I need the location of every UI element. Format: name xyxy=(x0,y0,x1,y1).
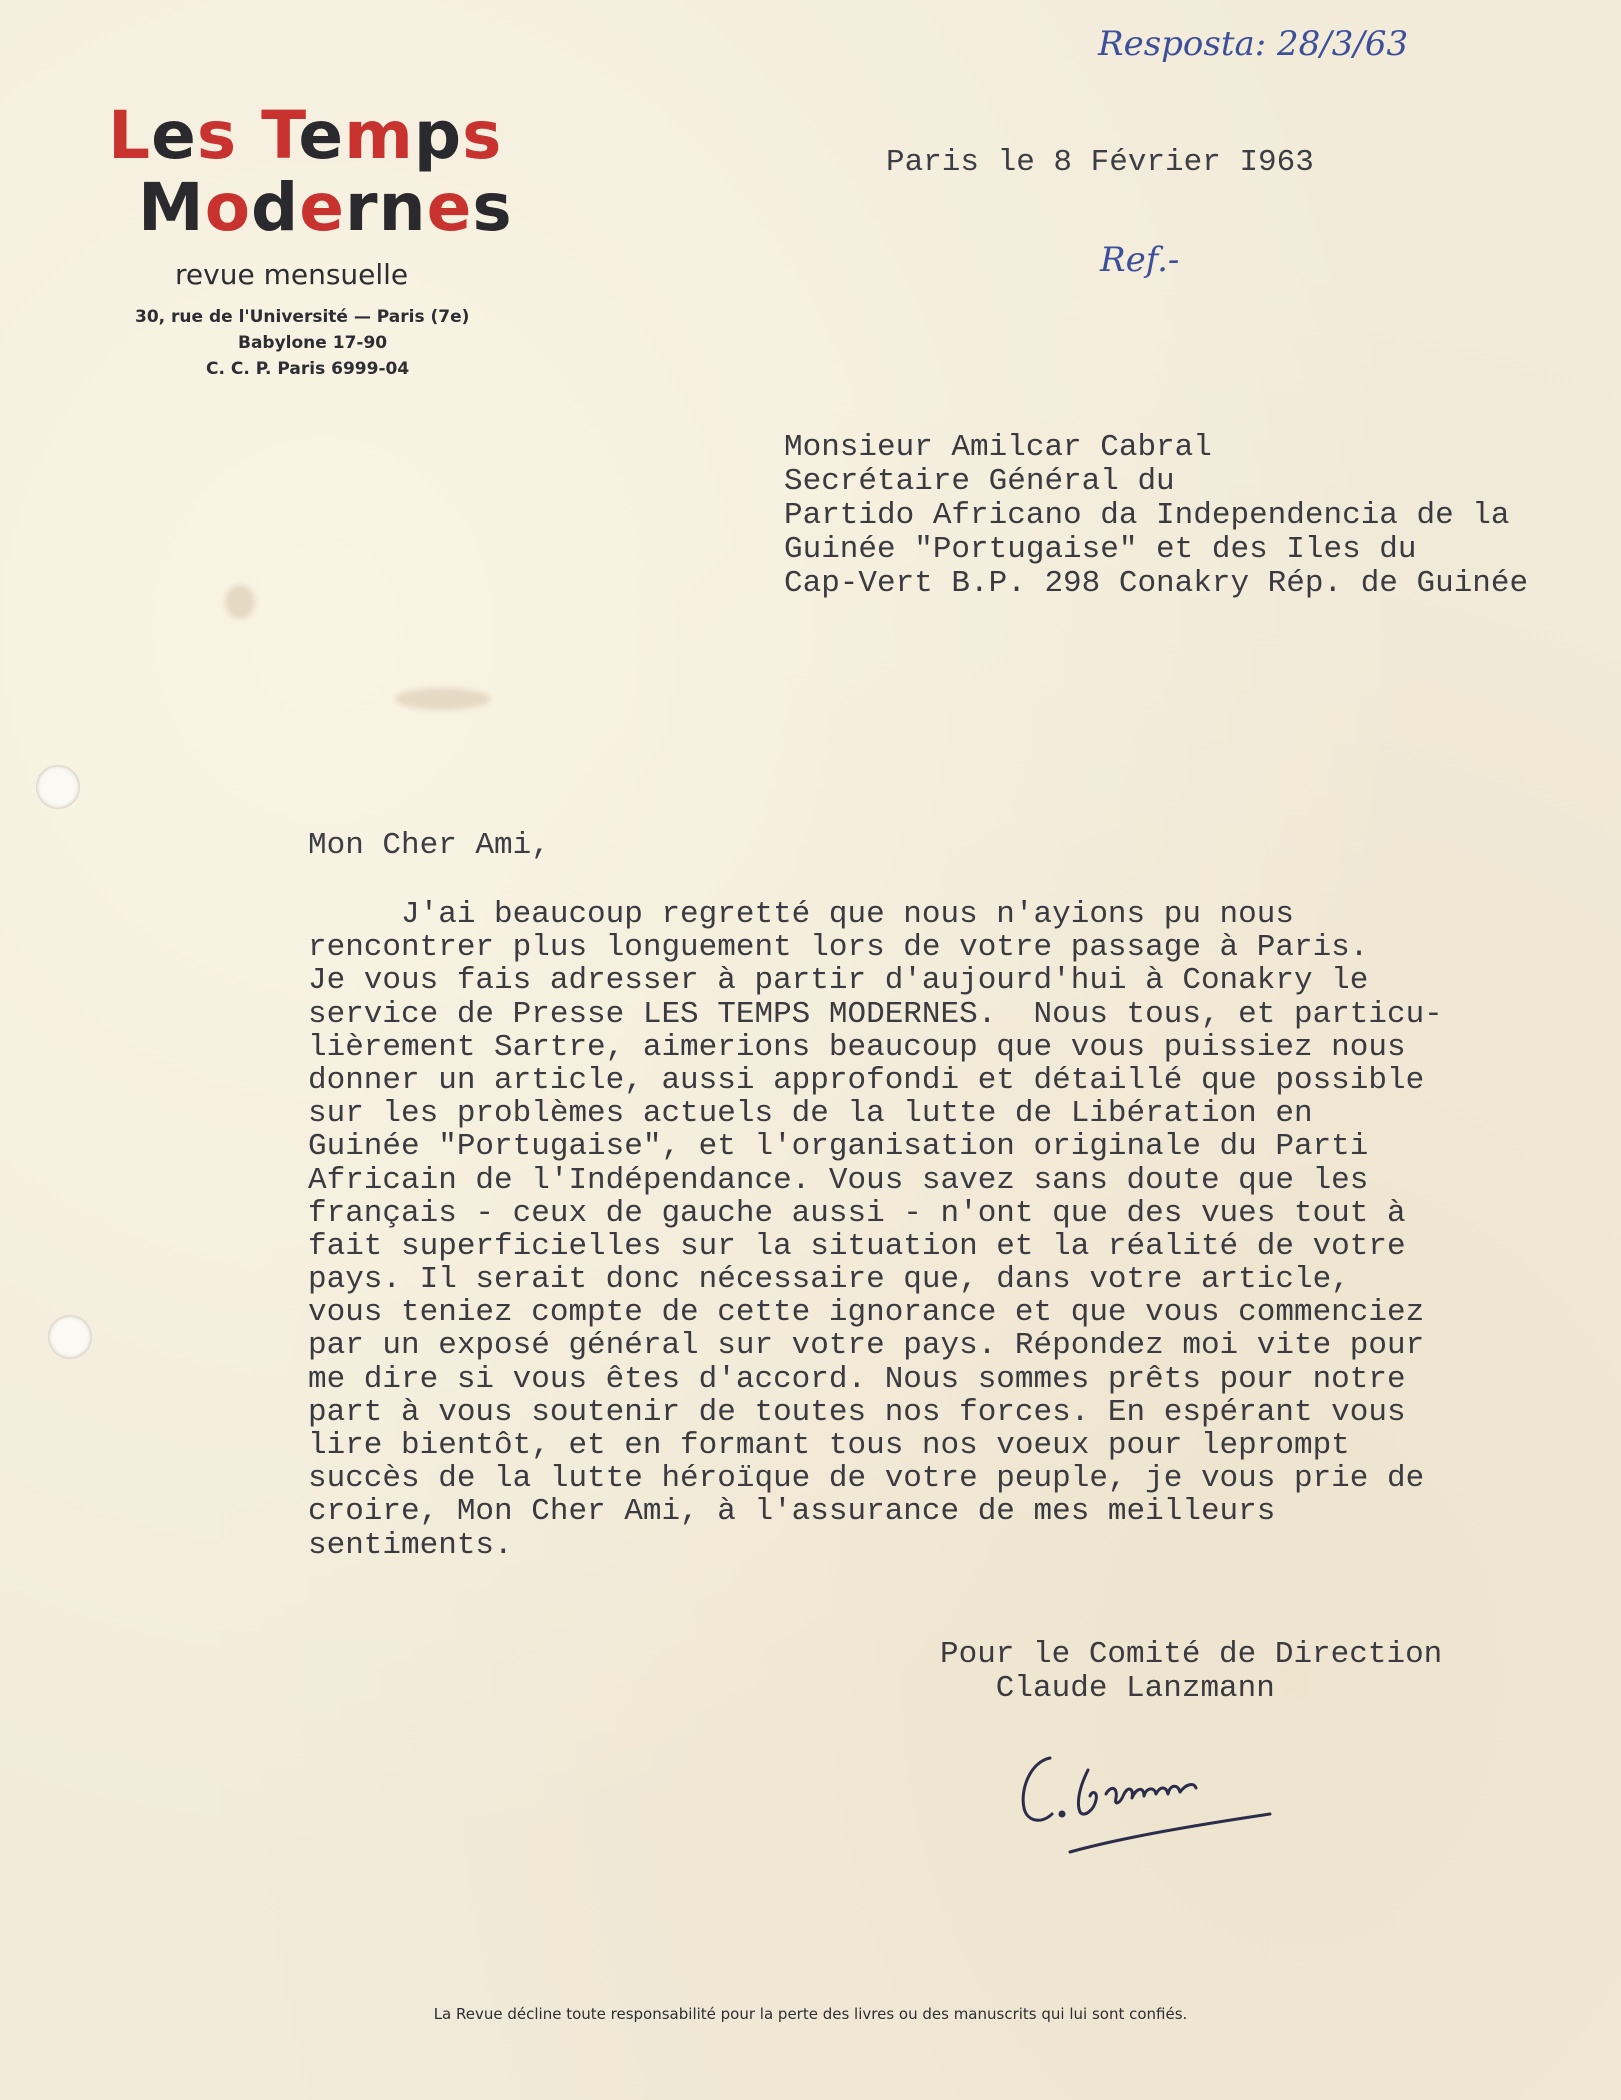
letterhead-line-1: Les Temps xyxy=(108,97,503,174)
recipient-line: Partido Africano da Independencia de la xyxy=(784,498,1510,533)
recipient-line: Monsieur Amilcar Cabral xyxy=(784,430,1212,465)
body-line: croire, Mon Cher Ami, à l'assurance de mes meilleurs xyxy=(308,1494,1276,1530)
body-line: part à vous soutenir de toutes nos forces. En espérant vous xyxy=(308,1394,1406,1430)
recipient-line: Guinée "Portugaise" et des Iles du xyxy=(784,532,1417,567)
body-line: Africain de l'Indépendance. Vous savez sans doute que les xyxy=(308,1162,1369,1198)
closing-signatory: Claude Lanzmann xyxy=(940,1671,1275,1706)
body-line: succès de la lutte héroïque de votre peuple, je vous prie de xyxy=(308,1461,1425,1497)
body-line: français - ceux de gauche aussi - n'ont que des vues tout à xyxy=(308,1195,1406,1231)
footer-disclaimer: La Revue décline toute responsabilité pour la perte des livres ou des manuscrits qui lui sont confiés. xyxy=(433,2005,1188,2023)
body-line: vous teniez compte de cette ignorance et que vous commenciez xyxy=(308,1295,1425,1331)
letterhead-subtitle: revue mensuelle xyxy=(175,258,409,291)
body-line: sur les problèmes actuels de la lutte de Libération en xyxy=(308,1096,1313,1132)
body-line: pays. Il serait donc nécessaire que, dans votre article, xyxy=(308,1262,1350,1298)
body-line: sentiments. xyxy=(308,1527,513,1563)
recipient-line: Secrétaire Général du xyxy=(784,464,1175,499)
punch-hole-bottom xyxy=(48,1315,92,1359)
punch-hole-top xyxy=(36,765,80,809)
body-line: lire bientôt, et en formant tous nos voeux pour leprompt xyxy=(308,1428,1350,1463)
body-line: me dire si vous êtes d'accord. Nous sommes prêts pour notre xyxy=(308,1361,1406,1397)
letterhead-title xyxy=(108,97,538,246)
letterhead-phone: Babylone 17-90 xyxy=(238,333,388,353)
paper-stain xyxy=(395,688,490,710)
body-line: Guinée "Portugaise", et l'organisation originale du Parti xyxy=(308,1129,1369,1165)
salutation: Mon Cher Ami, xyxy=(308,828,550,863)
letter-date: Paris le 8 Février I963 xyxy=(886,145,1314,180)
body-line: donner un article, aussi approfondi et détaillé que possible xyxy=(308,1062,1425,1098)
body-line: rencontrer plus longuement lors de votre passage à Paris. xyxy=(308,930,1369,966)
handwritten-signature xyxy=(1010,1740,1280,1860)
ref-annotation: Ref.- xyxy=(1100,240,1180,280)
body-line: lièrement Sartre, aimerions beaucoup que vous puissiez nous xyxy=(308,1029,1406,1065)
recipient-address xyxy=(784,430,1528,600)
body-line: J'ai beaucoup regretté que nous n'ayions pu nous xyxy=(308,897,1294,932)
letter-body xyxy=(308,897,1443,1561)
closing-block xyxy=(940,1637,1442,1705)
paper-stain xyxy=(225,585,255,619)
letterhead-address: 30, rue de l'Université — Paris (7e) xyxy=(135,307,470,327)
body-line: fait superficielles sur la situation et la réalité de votre xyxy=(308,1228,1406,1264)
letterhead-line-2: Modernes xyxy=(138,169,513,246)
body-line: service de Presse LES TEMPS MODERNES. Nous tous, et particu- xyxy=(308,996,1443,1032)
body-line: Je vous fais adresser à partir d'aujourd'hui à Conakry le xyxy=(308,963,1369,999)
body-line: par un exposé général sur votre pays. Répondez moi vite pour xyxy=(308,1328,1425,1364)
letterhead-postal-account: C. C. P. Paris 6999-04 xyxy=(206,359,410,379)
closing-line: Pour le Comité de Direction xyxy=(940,1637,1443,1672)
reply-annotation: Resposta: 28/3/63 xyxy=(1098,24,1409,64)
recipient-line: Cap-Vert B.P. 298 Conakry Rép. de Guinée xyxy=(784,566,1529,601)
